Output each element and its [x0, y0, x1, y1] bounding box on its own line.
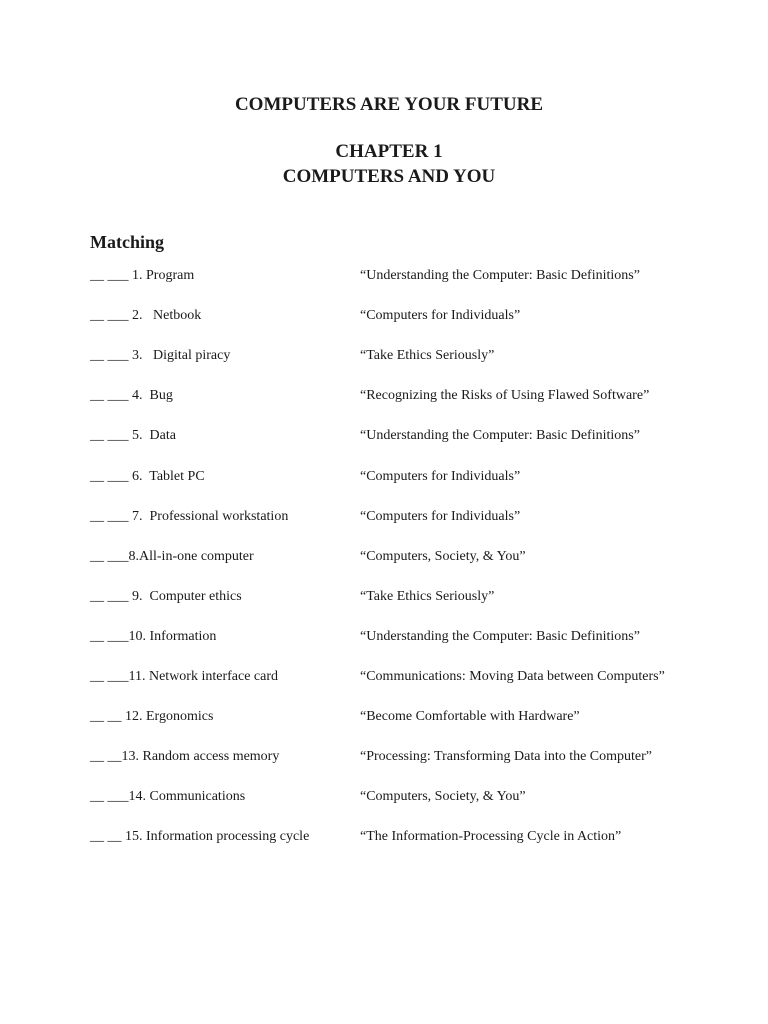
matching-row — [0, 425, 768, 447]
matching-term: __ ___ 2. Netbook — [90, 308, 202, 323]
matching-section-reference: “Understanding the Computer: Basic Definitions” — [360, 428, 640, 443]
matching-row — [0, 305, 768, 327]
matching-term: __ ___ 9. Computer ethics — [90, 589, 242, 604]
matching-section-reference: “Processing: Transforming Data into the Computer” — [360, 749, 653, 764]
matching-term: __ ___ 4. Bug — [90, 388, 173, 403]
matching-term: __ __13. Random access memory — [90, 749, 280, 764]
document-title: COMPUTERS ARE YOUR FUTURE — [234, 94, 544, 115]
matching-section-reference: “The Information-Processing Cycle in Action” — [360, 829, 622, 844]
matching-term: __ ___8.All-in-one computer — [90, 549, 254, 564]
matching-section-reference: “Take Ethics Seriously” — [360, 348, 495, 363]
matching-term: __ ___10. Information — [90, 629, 217, 644]
chapter-number: CHAPTER 1 — [335, 141, 443, 162]
matching-section-reference: “Computers for Individuals” — [360, 308, 521, 323]
matching-row — [0, 626, 768, 648]
matching-section-reference: “Take Ethics Seriously” — [360, 589, 495, 604]
matching-row — [0, 345, 768, 367]
matching-section-reference: “Computers, Society, & You” — [360, 549, 526, 564]
matching-term: __ ___ 1. Program — [90, 268, 195, 283]
matching-row — [0, 586, 768, 608]
matching-section-reference: “Recognizing the Risks of Using Flawed Software” — [360, 388, 650, 403]
matching-term: __ __ 12. Ergonomics — [90, 709, 214, 724]
matching-term: __ ___ 6. Tablet PC — [90, 469, 205, 484]
matching-term: __ __ 15. Information processing cycle — [90, 829, 310, 844]
matching-section-reference: “Understanding the Computer: Basic Definitions” — [360, 629, 640, 644]
matching-row — [0, 746, 768, 768]
matching-section-reference: “Become Comfortable with Hardware” — [360, 709, 580, 724]
matching-row — [0, 666, 768, 688]
chapter-title: COMPUTERS AND YOU — [282, 166, 496, 187]
matching-section-reference: “Computers, Society, & You” — [360, 789, 526, 804]
matching-term: __ ___11. Network interface card — [90, 669, 279, 684]
matching-row — [0, 506, 768, 528]
matching-term: __ ___ 3. Digital piracy — [90, 348, 231, 363]
matching-row — [0, 265, 768, 287]
matching-row — [0, 706, 768, 728]
matching-row — [0, 466, 768, 488]
matching-section-reference: “Understanding the Computer: Basic Definitions” — [360, 268, 640, 283]
matching-term: __ ___14. Communications — [90, 789, 246, 804]
matching-row — [0, 786, 768, 808]
matching-section-reference: “Computers for Individuals” — [360, 509, 521, 524]
matching-section-reference: “Communications: Moving Data between Computers” — [360, 669, 665, 684]
matching-row — [0, 385, 768, 407]
matching-section-reference: “Computers for Individuals” — [360, 469, 521, 484]
matching-term: __ ___ 5. Data — [90, 428, 176, 443]
matching-heading: Matching — [90, 232, 164, 252]
matching-row — [0, 826, 768, 848]
matching-row — [0, 546, 768, 568]
matching-term: __ ___ 7. Professional workstation — [90, 509, 289, 524]
